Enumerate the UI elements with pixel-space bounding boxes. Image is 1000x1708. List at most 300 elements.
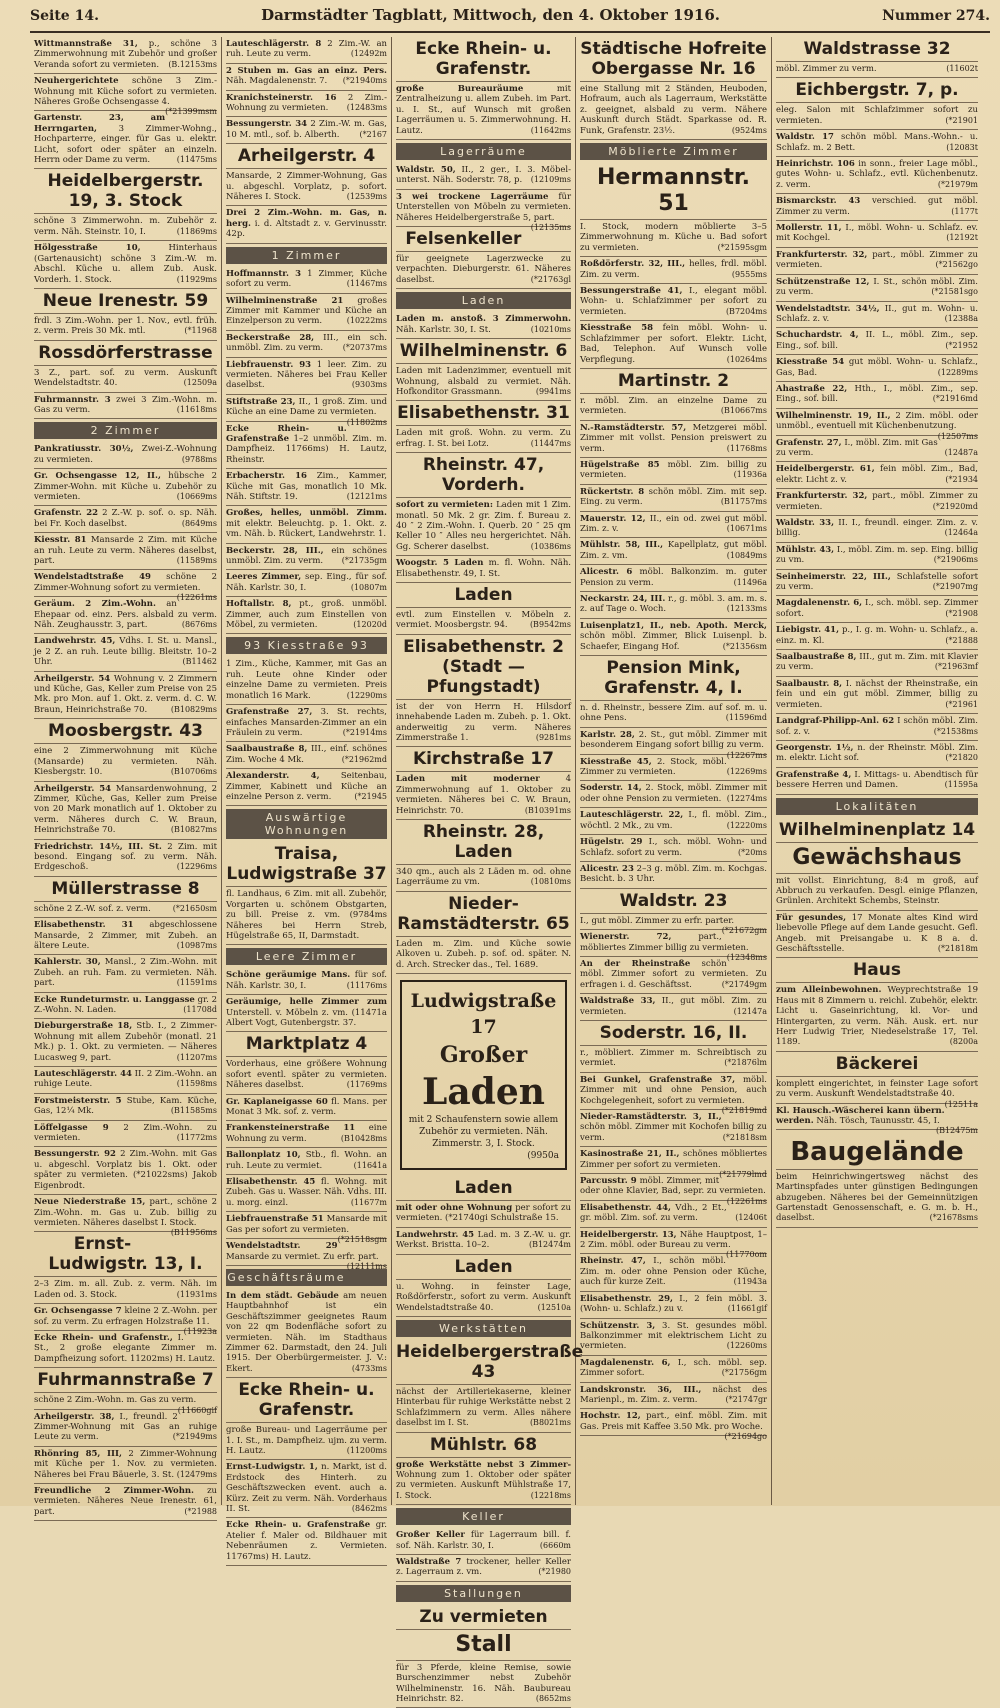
ad-heading: Friedrichstr. 14½, III. St.: [34, 841, 162, 852]
classified-ad: [776, 194, 978, 221]
ad-body: 2 Zim.-W. m. Gas, 10 M. mtl., sof. b. Alberth.: [226, 119, 387, 140]
ad-body: 2 Zim. möbl. oder unmöbl., eventuell mit Küchenbenutzung.: [776, 410, 978, 432]
classified-ad: [396, 865, 571, 892]
ad-body: part., schöne 2 Zim.-Wohn. m. Gas u. Zub. billig zu vermieten. Näheres daselbst I. Stock.: [34, 1197, 217, 1228]
section-heading: Leere Zimmer: [226, 948, 387, 965]
classified-ad: [396, 556, 571, 583]
ad-heading: Laden mit moderner: [396, 774, 540, 785]
ad-code: (*21694go: [724, 1432, 767, 1442]
ad-heading: Schöne geräumige Mans.: [226, 970, 351, 981]
ad-code: (8676ms: [181, 620, 217, 630]
ad-heading: Bismarckstr. 43: [776, 196, 861, 207]
ad-body: sep. Eing., für sof. Näh. Karlstr. 30, I.: [226, 572, 387, 593]
classified-ad: [226, 331, 387, 358]
ad-body: I., schön möbl. Zim. m. oder ohne Pension oder Küche, auch für kurze Zeit.: [580, 1256, 767, 1288]
classified-ad: [226, 1121, 387, 1148]
ad-headline: Gewächshaus: [776, 843, 978, 874]
ad-headline: Müllerstrasse 8: [34, 877, 217, 902]
ad-body: 1–2 unmöbl. Zim. m. Dampfheiz. 11766ms) H. Lautz, Rheinstr.: [226, 433, 387, 465]
ad-code: (*2167: [359, 129, 387, 139]
ad-code: (B10428ms: [340, 1133, 387, 1143]
column-1: [30, 37, 222, 1517]
ad-headline: Rheinstr. 28, Laden: [396, 820, 571, 865]
ad-code: (B10827ms: [170, 825, 217, 835]
classified-ad: [776, 623, 978, 650]
classified-ad: [776, 275, 978, 302]
ad-body: Vorderhaus, eine größere Wohnung sofort eventl. später zu vermieten. Näheres daselbst.: [226, 1059, 387, 1091]
ad-heading: Wittmannstraße 31,: [34, 39, 138, 49]
ad-heading: Mauerstr. 12,: [580, 513, 646, 524]
ad-heading: Kl. Hausch.-Wäscherei kann übern. werden.: [776, 1105, 945, 1127]
ad-code: (12269ms: [726, 767, 767, 777]
ad-heading: Nieder-Ramstädterstr. 3, II.,: [580, 1112, 722, 1122]
ad-code: (10807m: [350, 582, 387, 592]
classified-ad: [226, 469, 387, 506]
ad-code: (11475ms: [176, 155, 217, 165]
ad-body: I. St., schön möbl. Zim. zu verm.: [776, 276, 978, 298]
ad-heading: Schützenstraße 12,: [776, 276, 870, 287]
ad-body: nächst der Artilleriekaserne, kleiner Hinterbau für ruhige Werkstätte nebst 2 Schlafzimmern zu verm. Alles nähere daselbst im I. St.: [396, 1386, 571, 1429]
ad-body: 2. Stock, möbl. Zimmer mit oder ohne Pension zu vermieten.: [580, 783, 767, 804]
ad-code: (*21914ms: [342, 727, 387, 737]
ad-code: (11596md: [725, 713, 767, 723]
ad-heading: Magdalenenstr. 6,: [776, 598, 863, 609]
classified-ad: [34, 1094, 217, 1121]
classified-ad: [34, 840, 217, 877]
ad-code: (12220ms: [726, 820, 767, 830]
ad-headline: Felsenkeller: [396, 227, 571, 252]
ad-code: (12133ms: [726, 604, 767, 614]
ad-body: II., 1 groß. Zim. und Küche an eine Dame zu vermieten.: [226, 396, 388, 418]
ad-code: (11660gif: [177, 1405, 217, 1415]
ad-headline: Ecke Rhein- u. Grafenstr.: [226, 1378, 387, 1423]
ad-code: (1177t: [951, 206, 978, 216]
ad-heading: Neue Niederstraße 15,: [34, 1197, 146, 1208]
ad-body: u. Wohng. in feinster Lage, Roßdörferstr., sofort zu verm. Auskunft Wendelstadtstraße 40.: [396, 1281, 571, 1313]
ad-code: (12147a: [733, 1006, 767, 1016]
ad-code: (B11585ms: [170, 1106, 217, 1116]
ad-body: Hth., I., möbl. Zim., sep. Eing., sof. bill.: [776, 383, 978, 405]
columns: [30, 37, 990, 1704]
ad-headline: Städtische Hofreite Obergasse Nr. 16: [580, 37, 767, 82]
ad-heading: Rheinstr. 47,: [580, 1256, 646, 1267]
ad-code: (B10829ms: [170, 704, 217, 714]
ad-heading: Kiesstraße 54: [776, 357, 845, 368]
ad-code: (11929ms: [176, 274, 217, 284]
ad-heading: Lauteschlägerstr. 8: [226, 39, 322, 49]
classified-ad: [34, 1484, 217, 1521]
ad-body: 2 Zim.-Wohnung zu vermieten.: [226, 92, 387, 114]
classified-ad: [776, 489, 978, 516]
ad-heading: Schuchardstr. 4,: [776, 330, 859, 341]
ad-code: (12121ms: [346, 492, 387, 501]
ad-heading: 2 Stuben m. Gas an einz. Pers.: [226, 65, 387, 76]
ad-heading: Grafenstraße 4,: [776, 769, 852, 780]
ad-body: ist der von Herrn H. Hilsdorf innehabende Laden m. Zubeh. p. 1. Okt. anderweitig zu verm. Näheres Zimmerstraße 1.: [396, 701, 571, 743]
ad-heading: Mühlstr. 43,: [776, 544, 835, 555]
ad-heading: Bessungerstr. 92: [34, 1149, 116, 1160]
classified-ad: [226, 37, 387, 64]
ad-code: (*21916md: [932, 394, 978, 404]
ad-heading: Waldstraße 33,: [580, 996, 656, 1007]
ad-body: schöne 3 Zimmerwohn. m. Zubehör z. verm. Näh. Steinstr. 10, I.: [34, 216, 217, 237]
ad-headline: Heidelbergerstr. 19, 3. Stock: [34, 169, 217, 214]
ad-heading: Neuhergerichtete: [34, 76, 119, 87]
ad-body: evtl. zum Einstellen v. Möbeln z. vermiet. Moosbergstr. 94.: [396, 609, 571, 631]
classified-ad: [580, 512, 767, 539]
ad-code: (8652ms: [535, 1694, 571, 1703]
classified-ad: [226, 267, 387, 294]
classified-ad: [580, 862, 767, 889]
ad-heading: Saalbaustraße 8,: [226, 744, 308, 755]
classified-ad: [776, 911, 978, 959]
ad-body: 2 Z.-W. p. sof. o. sp. Näh. bei Fr. Koch daselbst.: [34, 508, 217, 529]
ad-body: Zwei-Z.-Wohnung zu vermieten.: [34, 444, 218, 465]
classified-ad: [34, 902, 217, 918]
classified-ad: [34, 314, 217, 341]
ad-headline: Wilhelminenplatz 14: [776, 818, 978, 843]
ad-heading: Heidelbergerstr. 61,: [776, 464, 875, 475]
ad-body: gut möbl. Wohn- u. Schlafz., Gas, Bad.: [776, 357, 979, 378]
ad-code: (*21934: [945, 474, 978, 484]
ad-code: (11641a: [353, 1160, 387, 1170]
ad-heading: Elisabethenstr. 44,: [580, 1202, 671, 1213]
ad-heading: An der Rheinstraße: [580, 958, 691, 969]
ad-code: (11591ms: [176, 978, 217, 988]
ad-code: (11595a: [944, 780, 978, 790]
ad-code: (11923a: [183, 1326, 217, 1336]
ad-heading: Waldstr. 50,: [396, 165, 456, 176]
classified-ad: [580, 808, 767, 835]
ad-heading: Georgenstr. 1½,: [776, 742, 854, 753]
ad-headline: Rossdörferstrasse: [34, 341, 217, 366]
ad-code: (11642ms: [530, 125, 571, 135]
ad-body: 3. St. rechts, einfaches Mansarden-Zimmer an ein Fräulein zu verm.: [226, 707, 387, 738]
ad-code: (*21399msm: [165, 107, 217, 117]
ad-code: (B12475m: [935, 1126, 978, 1136]
ad-body: p., I. g. m. Wohn- u. Schlafz., a. einz. m. Kl.: [776, 625, 978, 646]
ad-code: (*21979m: [937, 179, 978, 189]
ad-body: I., fl. möbl. Zim., wöchtl. 2 Mk., zu vm.: [580, 810, 767, 831]
ad-body: 3 Z., part. sof. zu verm. Auskunft Wendelstadtstr. 40.: [34, 367, 217, 389]
ad-headline: Arheilgerstr. 4: [226, 144, 387, 169]
ad-code: (12487a: [944, 447, 978, 457]
ad-body: möbl. Zimmer zu verm.: [776, 64, 877, 74]
ad-heading: Waldstr. 17: [776, 132, 834, 143]
ad-body: schön möbl. Zimmer, Blick Luisenpl. b. Schaefer, Eingang Hof.: [580, 631, 767, 652]
classified-ad: [396, 1458, 571, 1506]
ad-heading: Seinheimerstr. 22, III.,: [776, 571, 891, 582]
ad-heading: Ecke Rhein- u. Grafenstraße: [226, 1520, 371, 1531]
ad-heading: Gr. Kaplaneigasse 60: [226, 1096, 328, 1107]
classified-ad: [396, 1528, 571, 1555]
classified-ad: [226, 1175, 387, 1212]
classified-ad: [226, 769, 387, 806]
ad-code: (B10391ms: [524, 805, 571, 815]
ad-code: (B11462: [182, 657, 217, 667]
ad-code: (*21945: [354, 791, 387, 801]
ad-body: fl. Mans. per Monat 3 Mk. sof. z. verm.: [226, 1096, 387, 1118]
classified-ad: [776, 409, 978, 441]
classified-ad: [776, 677, 978, 714]
ad-code: (12261ms: [726, 1196, 767, 1206]
ad-body: Vdhs. I. St. u. Mansl., je 2 Z. an ruh. Leute billig. Bleitstr. 10–2 Uhr.: [34, 636, 218, 668]
ad-body: fl. Landhaus, 6 Zim. mit all. Zubehör, Vorgarten u. schönem Obstgarten, zu bill. Preise z. vm. (9784ms Näheres bei Herrn Streb, Hügelstraße 65, II, Darmstadt.: [226, 889, 387, 941]
ad-code: (11589ms: [176, 556, 217, 565]
classified-ad: [580, 1383, 767, 1410]
classified-ad: [580, 458, 767, 485]
ad-code: (B11956ms: [170, 1228, 217, 1238]
ad-heading: Waldstraße 7: [396, 1556, 462, 1567]
ad-body: für Unterstellen von Möbeln zu vermieten. Näheres Heidelbergerstraße 5, part.: [396, 191, 572, 223]
classified-ad: [34, 111, 217, 169]
ad-body: I. nächst der Rheinstraße, ein fein und ein gut möbl. Zimmer, billig zu vermieten.: [776, 678, 979, 710]
classified-ad: [34, 506, 217, 533]
classified-ad: [396, 426, 571, 453]
section-heading: Werkstätten: [396, 1320, 571, 1337]
ad-code: (11869ms: [176, 226, 217, 236]
ad-code: (*20737ms: [342, 343, 387, 353]
classified-ad: [34, 74, 217, 117]
ad-code: (*21562go: [935, 260, 978, 270]
ad-code: (*21908: [945, 608, 978, 618]
ad-body: eine 2 Zimmerwohnung mit Küche (Mansarde) zu vermieten. Näh. Kiesbergstr. 10.: [34, 746, 217, 778]
classified-ad: [226, 1460, 387, 1518]
ad-heading: Liebfrauenstr. 93: [226, 359, 312, 370]
ad-code: (11200ms: [346, 1445, 387, 1455]
classified-ad: [34, 214, 217, 241]
ad-body: II. L., möbl. Zim., sep. Eing., sof. bill.: [776, 330, 979, 351]
ad-heading: Gr. Ochsengasse 12, II.,: [34, 471, 161, 482]
classified-ad: [226, 1212, 388, 1245]
ad-body: Hinterhaus (Gartenausicht) schöne 3 Zim.-W. m. Abschl. Küche u. allem Zub. Ausk. Vorderh. 1. Stock.: [34, 243, 217, 285]
classified-ad: [34, 469, 217, 506]
ad-heading: mit oder ohne Wohnung: [396, 1203, 513, 1214]
ad-heading: Laden m. anstoß. 3 Zimmerwohn.: [396, 314, 571, 325]
ad-body: part., einf. möbl. Zim. mit Gas. Preis mit Kaffee 3.50 Mk. pro Woche.: [580, 1411, 768, 1432]
ad-body: große Bureau- und Lagerräume per 1. I. St., m. Dampfheiz. ujm. zu verm. H. Lautz.: [226, 1425, 387, 1456]
ad-heading: Geräum. 2 Zim.-Wohn.: [34, 599, 156, 610]
ad-body: Kapellplatz, gut möbl. Zim. z. vm.: [580, 540, 768, 561]
ad-heading: Soderstr. 14,: [580, 783, 642, 794]
ad-body: schön möbl. Mans.-Wohn.- u. Schlafz. m. 2 Bett.: [776, 132, 978, 153]
classified-ad: [34, 1393, 217, 1415]
ad-body: schön möbl. Zimmer mit Kochofen billig zu verm.: [580, 1122, 767, 1143]
ad-heading: Roßdörferstr. 32, III.,: [580, 259, 686, 270]
ad-heading: Kiesstraße 58: [580, 323, 654, 334]
ad-body: Laden mit groß. Wohn. zu verm. Zu erfrag. I. St. bei Lotz.: [396, 428, 571, 449]
ad-headline: Mühlstr. 68: [396, 1433, 571, 1458]
classified-ad: [580, 914, 767, 936]
ad-headline: Ecke Rhein- u. Grafenstr.: [396, 37, 571, 82]
ad-body: Lad. m. 3 Z.-W. u. gr. Werkst. Bristta. 10–2.: [396, 1229, 571, 1251]
ad-code: (*21906ms: [933, 555, 978, 565]
ad-body: eine Stallung mit 2 Ständen, Heuboden, Hofraum, auch als Lagerraum, Werkstätte z. geeignet, alsbald zu verm. Nähere Auskunft durch Städt. Sparkasse od. R. Funk, Grafenstr. 23½.: [580, 84, 767, 136]
ad-headline: Elisabethenstr. 2 (Stadt — Pfungstadt): [396, 635, 571, 700]
classified-ad: [776, 62, 978, 78]
classified-ad: [226, 294, 387, 331]
ad-code: (*21962md: [341, 754, 387, 764]
classified-ad: [396, 772, 571, 820]
ad-heading: Ecke Rhein- und Grafenstr.,: [34, 1332, 173, 1343]
ad-code: (11661gif: [727, 1304, 767, 1314]
classified-ad: [580, 781, 767, 808]
ad-heading: In dem städt. Gebäude: [226, 1290, 339, 1301]
ad-body: Mansl., 2 Zim.-Wohn. mit Zubeh. an ruh. Fam. zu vermieten. Näh. part.: [34, 957, 217, 989]
classified-ad: [34, 955, 217, 992]
ad-body: Stube, Kam. Küche, Gas, 12¼ Mk.: [34, 1095, 217, 1117]
ad-code: (*21961: [945, 699, 978, 709]
classified-ad: [34, 918, 217, 955]
section-heading: Möblierte Zimmer: [580, 143, 767, 160]
ad-heading: Hoffmannstr. 3: [226, 268, 302, 279]
ad-body: schöne 2 Zim.-Wohn. m. Gas zu verm.: [34, 1395, 197, 1406]
ad-heading: Karlstr. 28,: [580, 729, 635, 740]
ad-body: Stb. I., 2 Zimmer-Wohnung mit allem Zubehör (monatl. 21 Mk.) p. 1. Okt. zu vermieten. — Näheres Lucasweg 9, part.: [34, 1021, 217, 1063]
classified-ad: [776, 382, 978, 409]
classified-ad: [226, 1095, 387, 1122]
ad-code: (11936a: [733, 470, 767, 480]
ad-body: part., möbl. Zimmer zu vermieten.: [776, 249, 978, 271]
classified-ad: [580, 82, 767, 140]
ad-code: (12510a: [537, 1302, 571, 1312]
ad-body: mit vollst. Einrichtung, 8:4 m groß, auf Abbruch zu verkaufen. Desgl. einige Pflanzen, Grünlen. Architekt Schembs, Steinstr.: [776, 875, 978, 907]
classified-ad: [776, 543, 978, 570]
ad-code: (11943a: [733, 1277, 767, 1287]
ad-heading: Landwehrstr. 45: [396, 1229, 475, 1240]
ad-body: Unterstell. v. Möbeln z. vm. (11471a Albert Vogt, Gutenbergstr. 37.: [226, 1007, 387, 1028]
classified-ad: [580, 592, 767, 619]
ad-code: (*21819md: [721, 1106, 767, 1115]
ad-body: am neuen Hauptbahnhof ist ein Geschäftszimmer geeignetes Raum von 22 qm Bodenfläche sofort zu vermieten. Näh. im Stadthaus Zimmer 62. Darmstadt, den 24. Juli 1915. Der Oberbürgermeister. J. V.: Ekert.: [226, 1290, 387, 1374]
ad-code: (*21518sgm: [337, 1235, 387, 1245]
ad-code: (*21650sm: [172, 903, 217, 913]
ad-headline: Traisa, Ludwigstraße 37: [226, 842, 387, 887]
ad-body: I., sch. möbl. sep. Zimmer sofort.: [776, 598, 979, 619]
ad-heading: große Werkstätte nebst 3 Zimmer-: [396, 1459, 571, 1470]
ad-code: (*21581sgo: [931, 287, 978, 297]
ad-body: 2–3 Zim. m. all. Zub. z. verm. Näh. im Laden od. 3. Stock.: [34, 1279, 217, 1300]
ad-heading: Rückertstr. 8: [580, 486, 645, 497]
ad-body: schön möbl. Zimmer sofort zu vermieten. Zu erfragen i. d. Geschäftsst.: [580, 958, 767, 990]
ad-body: schönes möbliertes Zimmer per sofort zu vermieten.: [580, 1149, 768, 1170]
ad-body: II. I., freundl. einger. Zim. z. v. billig.: [776, 518, 979, 539]
ad-body: 1 leer. Zim. zu vermieten. Näheres bei Frau Keller daselbst.: [226, 359, 388, 391]
ad-body: Näh. Magdalenenstr. 7.: [226, 76, 328, 87]
boxed-ad: [400, 980, 567, 1170]
classified-ad: [34, 241, 217, 289]
ad-body: I., 2 fein möbl. 3. (Wohn- u. Schlafz.) zu v.: [580, 1293, 768, 1315]
ad-code: (12135ms: [530, 223, 571, 233]
ad-heading: Frankfurterstr. 32,: [776, 491, 868, 502]
classified-ad: [34, 782, 217, 840]
ad-code: (*21749gm: [721, 979, 767, 989]
classified-ad: [776, 596, 978, 623]
classified-ad: [396, 1555, 571, 1582]
ad-body: part., möbl. Zimmer zu vermieten.: [776, 491, 978, 512]
ad-headline: Martinstr. 2: [580, 369, 767, 394]
ad-code: (12479ms: [176, 1469, 217, 1479]
ad-code: (9555ms: [731, 269, 767, 279]
ad-body: 2 Zim.-Wohn. mit Gas u. abgeschl. Vorplatz bis 1. Okt. oder später zu vermieten. (*21022sms) Jakob Eigenbrodt.: [34, 1149, 218, 1191]
ad-code: (4733ms: [351, 1363, 387, 1373]
ad-body: I., möbl. Wohn- u. Schlafz. ev. mit Kochgel.: [776, 223, 979, 244]
classified-ad: [580, 835, 767, 862]
ad-heading: Schützenstr. 3,: [580, 1320, 656, 1331]
classified-ad: [226, 1423, 387, 1460]
ad-headline: Laden: [396, 1176, 571, 1201]
ad-code: (*20ms: [738, 847, 767, 857]
ad-body: 2–3 g. möbl. Zim. m. Kochgas. Besicht. b. 3 Uhr.: [580, 863, 767, 885]
ad-heading: Waldstr. 33,: [776, 518, 835, 528]
ad-code: (*21952: [945, 340, 978, 350]
ad-body: Mansardenwohnung, 2 Zimmer, Küche, Gas, Keller zum Preise von 20 Mark monatlich auf 1. Oktober zu verm. Näheres durch C. W. Braun, Heinrichstraße 70.: [34, 783, 217, 836]
ad-code: (12483ms: [346, 103, 387, 113]
classified-ad: [226, 544, 387, 571]
ad-code: (*21876lm: [724, 1058, 767, 1068]
ad-body: großes Zimmer mit Kammer und Küche an Einzelperson zu verm.: [226, 295, 388, 327]
ad-body: Wohnung zum 1. Oktober oder später zu vermieten. Auskunft Mühlstraße 17, I. Stock.: [396, 1469, 571, 1501]
ad-code: (11708d: [183, 1005, 217, 1014]
ad-heading: Hoftallstr. 8,: [226, 599, 292, 610]
ad-body: I., sch. möbl. sep. Zimmer sofort.: [580, 1357, 768, 1379]
ad-code: (11772ms: [176, 1133, 217, 1143]
classified-ad: [580, 1046, 767, 1073]
ad-body: eleg. Salon mit Schlafzimmer sofort zu vermieten.: [776, 105, 978, 126]
ad-code: (11467ms: [346, 279, 387, 289]
ad-body: komplett eingerichtet, in feinster Lage sofort zu verm. Auskunft Wendelstadtstraße 40.: [776, 1078, 978, 1100]
page-number: Seite 14.: [30, 8, 99, 24]
ad-code: (10222ms: [346, 316, 387, 326]
classified-ad: [580, 284, 767, 321]
classified-ad: [396, 1201, 571, 1228]
classified-ad: [776, 1077, 978, 1109]
ad-body: kleine 2 Z.-Wohn. per sof. zu verm. Zu erfragen Holzstraße 11.: [34, 1306, 218, 1327]
ad-code: (B9542ms: [529, 620, 571, 630]
ad-heading: Wendelstadtstr. 34½,: [776, 303, 880, 314]
ad-code: (11598ms: [176, 1079, 217, 1089]
ad-body: gr. Atelier f. Maler od. Bildhauer mit Nebenräumen z. Vermieten. 11767ms) H. Lautz.: [226, 1520, 387, 1562]
classified-ad: [580, 1147, 768, 1180]
ad-body: fein möbl. Wohn- u. Schlafzimmer per sofort. Elektr. Licht, Bad, Telephon. Auf Wunsch volle Verpflegung.: [580, 323, 767, 365]
classified-ad: [34, 1277, 217, 1304]
ad-code: (11768ms: [726, 443, 767, 453]
ad-heading: Kahlerstr. 30,: [34, 957, 101, 968]
ad-code: (B11757ms: [720, 497, 767, 507]
classified-ad: [776, 221, 978, 248]
ad-body: mit Zentralheizung u. allem Zubeh. im Part. u. I. St., auf Wunsch mit großen Lagerräumen u. 5. Zimmerwohnung. H. Lautz.: [396, 84, 572, 136]
classified-ad: [396, 700, 571, 748]
ad-body: verschied. gut möbl. Zimmer zu verm.: [776, 196, 979, 217]
ad-code: (11207ms: [176, 1052, 217, 1062]
ad-heading: große Bureauräume: [396, 84, 524, 94]
ad-code: (11677m: [350, 1197, 387, 1207]
ad-code: (10987ms: [176, 940, 217, 950]
ad-code: (*21980: [538, 1567, 571, 1577]
ad-code: (9524ms: [731, 125, 767, 135]
ad-heading: Ballonplatz 10,: [226, 1150, 301, 1161]
ad-body: part., möbliertes Zimmer billig zu vermieten.: [580, 932, 749, 953]
ad-heading: Ecke Rundeturmstr. u. Langgasse: [34, 994, 195, 1005]
ad-code: (11770om: [726, 1250, 767, 1260]
ad-body: zwei 3 Zim.-Wohn. m. Gas zu verm.: [34, 394, 218, 415]
classified-ad: [226, 395, 388, 427]
ad-code: (12111ms: [346, 1261, 387, 1271]
ad-headline: Kirchstraße 17: [396, 747, 571, 772]
ad-body: m. fl. Wohn. Näh. Elisabethenstr. 49, I. St.: [396, 558, 571, 579]
ad-body: helles, frdl. möbl. Zim. zu verm.: [580, 259, 768, 280]
ad-heading: Alicestr. 23: [580, 863, 634, 874]
